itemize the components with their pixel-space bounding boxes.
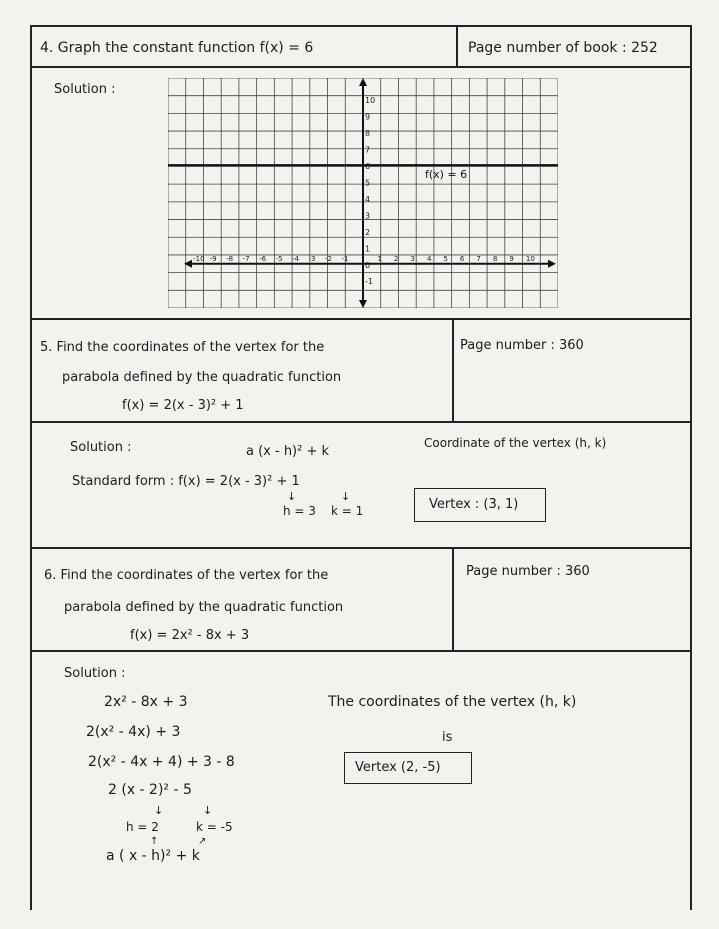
function-label: f(x) = 6 (425, 168, 468, 182)
problem5-arrow-k: ↓ (341, 490, 351, 503)
x-tick-label: 10 (525, 254, 535, 263)
y-tick-label: -1 (365, 277, 373, 287)
x-tick-label: -8 (226, 254, 234, 263)
problem6-step1: 2x² - 8x + 3 (104, 694, 188, 710)
problem6-arrow-h: ↓ (154, 804, 164, 817)
row-divider-4 (30, 547, 692, 549)
problem6-step3: 2(x² - 4x + 4) + 3 - 8 (88, 754, 235, 770)
x-tick-label: 2 (393, 254, 399, 263)
problem6-step2: 2(x² - 4x) + 3 (86, 724, 181, 740)
coordinate-graph (168, 78, 558, 308)
y-tick-label: 9 (365, 112, 371, 122)
problem6-general-form: a ( x - h)² + k (106, 848, 200, 864)
x-axis-arrow-right (548, 260, 556, 268)
problem6-answer-box (344, 752, 472, 784)
problem4-solution-label: Solution : (54, 82, 116, 97)
problem5-coordinate-note: Coordinate of the vertex (h, k) (424, 436, 607, 450)
x-tick-label: -9 (209, 254, 217, 263)
problem5-standard-form: Standard form : f(x) = 2(x - 3)² + 1 (72, 474, 300, 489)
graph-svg (168, 78, 558, 308)
problem5-question-line2: parabola defined by the quadratic function (62, 370, 342, 385)
problem5-h-value: h = 3 (283, 504, 316, 518)
x-tick-label: -10 (193, 254, 205, 263)
x-tick-label: -4 (292, 254, 300, 263)
problem6-question-line3: f(x) = 2x² - 8x + 3 (130, 628, 250, 643)
problem5-solution-label: Solution : (70, 440, 132, 455)
problem5-general-form: a (x - h)² + k (246, 444, 330, 459)
problem6-k-value: k = -5 (196, 820, 233, 834)
problem6-question-line2: parabola defined by the quadratic function (64, 600, 344, 615)
x-tick-label: -3 (308, 254, 316, 263)
problem6-h-value: h = 2 (126, 820, 159, 834)
problem6-is-word: is (442, 730, 453, 745)
x-tick-label: 8 (492, 254, 498, 263)
x-tick-label: 6 (459, 254, 465, 263)
problem5-question-line3: f(x) = 2(x - 3)² + 1 (122, 398, 244, 413)
x-tick-label: -5 (275, 254, 283, 263)
y-tick-label: 8 (365, 129, 371, 139)
problem6-coordinate-note: The coordinates of the vertex (h, k) (328, 694, 577, 710)
x-tick-label: -6 (259, 254, 267, 263)
x-tick-label: -7 (242, 254, 250, 263)
frame-top (30, 25, 692, 27)
y-tick-label: 4 (365, 194, 371, 204)
x-tick-label: 9 (509, 254, 514, 263)
row-divider-3 (30, 421, 692, 423)
problem5-question-line1: 5. Find the coordinates of the vertex for the (40, 340, 325, 355)
y-tick-label: 10 (365, 96, 376, 106)
x-tick-label: 1 (377, 254, 382, 263)
x-tick-label: 4 (426, 254, 432, 263)
y-axis-arrow-down (359, 300, 367, 308)
problem6-page-number: Page number : 360 (466, 564, 590, 579)
problem4-question: 4. Graph the constant function f(x) = 6 (40, 40, 314, 56)
y-tick-label: 5 (365, 178, 371, 188)
x-tick-label: -1 (341, 254, 349, 263)
x-axis-arrow-left (184, 260, 192, 268)
y-tick-label: 3 (365, 211, 371, 221)
problem6-question-line1: 6. Find the coordinates of the vertex for the (44, 568, 329, 583)
problem4-page-number: Page number of book : 252 (468, 40, 658, 56)
y-tick-label: 0 (365, 260, 371, 270)
frame-left (30, 25, 32, 910)
x-tick-label: -2 (325, 254, 333, 263)
problem6-answer: Vertex (2, -5) (355, 760, 441, 775)
problem5-k-value: k = 1 (331, 504, 364, 518)
problem5-page-number: Page number : 360 (460, 338, 584, 353)
problem5-answer-box (414, 488, 546, 522)
y-tick-label: 6 (365, 162, 371, 172)
problem6-arrow-up-k: ↗ (198, 836, 207, 847)
y-tick-label: 1 (365, 244, 371, 254)
frame-right (690, 25, 692, 910)
problem5-answer: Vertex : (3, 1) (429, 497, 519, 512)
problem6-arrow-up-h: ↑ (150, 836, 159, 847)
problem5-arrow-h: ↓ (287, 490, 297, 503)
col-divider-3 (452, 547, 454, 651)
x-tick-label: 5 (443, 254, 448, 263)
y-axis-arrow-up (359, 78, 367, 86)
col-divider-1 (456, 25, 458, 67)
problem6-solution-label: Solution : (64, 666, 126, 681)
y-tick-label: 2 (365, 227, 371, 237)
row-divider-2 (30, 318, 692, 320)
problem6-arrow-k: ↓ (203, 804, 213, 817)
row-divider-1 (30, 66, 692, 68)
x-tick-label: 3 (410, 254, 415, 263)
x-tick-label: 7 (476, 254, 481, 263)
row-divider-5 (30, 650, 692, 652)
y-tick-label: 7 (365, 145, 371, 155)
col-divider-2 (452, 318, 454, 422)
problem6-step4: 2 (x - 2)² - 5 (108, 782, 192, 798)
